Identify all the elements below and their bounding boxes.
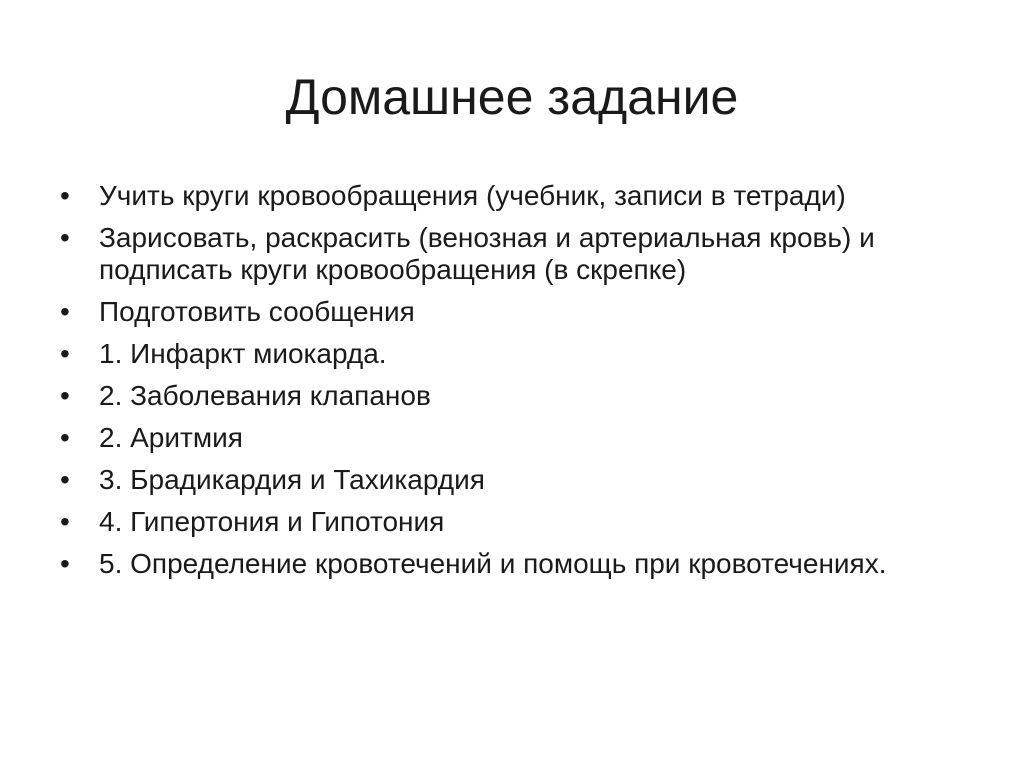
bullet-icon: • xyxy=(60,506,70,537)
list-item-text: Учить круги кровообращения (учебник, записи в тетради) xyxy=(99,180,846,211)
list-item-text: 2. Аритмия xyxy=(99,422,243,453)
list-item-text: 5. Определение кровотечений и помощь при кровотечениях. xyxy=(99,548,887,579)
list-item-text: Зарисовать, раскрасить (венозная и артериальная кровь) и подписать круги кровообращения (в скрепке) xyxy=(99,222,875,285)
bullet-icon: • xyxy=(60,422,70,453)
list-item xyxy=(60,464,960,496)
list-item xyxy=(60,338,960,370)
bullet-icon: • xyxy=(60,180,70,211)
list-item xyxy=(60,296,960,328)
list-item xyxy=(60,222,960,286)
list-item-text: 1. Инфаркт миокарда. xyxy=(99,338,387,369)
bullet-icon: • xyxy=(60,464,70,495)
bullet-icon: • xyxy=(60,548,70,579)
list-item xyxy=(60,422,960,454)
bullet-icon: • xyxy=(60,338,70,369)
bullet-icon: • xyxy=(60,296,70,327)
list-item xyxy=(60,548,960,580)
list-item xyxy=(60,506,960,538)
slide-title: Домашнее задание xyxy=(285,69,739,125)
bullet-list xyxy=(60,180,960,590)
list-item xyxy=(60,180,960,212)
list-item-text: 3. Брадикардия и Тахикардия xyxy=(99,464,485,495)
list-item-text: Подготовить сообщения xyxy=(99,296,415,327)
bullet-icon: • xyxy=(60,222,70,253)
list-item-text: 2. Заболевания клапанов xyxy=(99,380,431,411)
bullet-icon: • xyxy=(60,380,70,411)
list-item-text: 4. Гипертония и Гипотония xyxy=(99,506,445,537)
list-item xyxy=(60,380,960,412)
